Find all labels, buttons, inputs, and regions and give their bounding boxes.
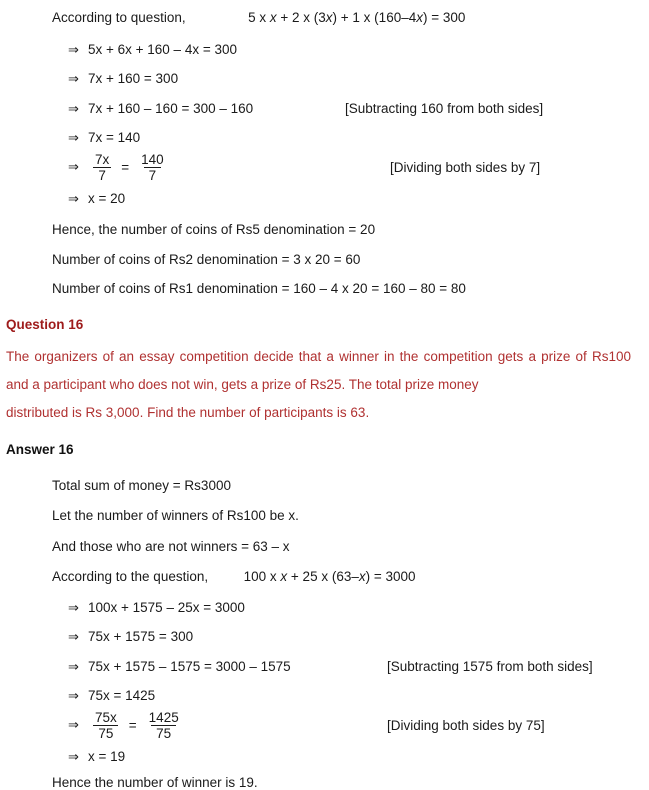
answer-15-step-body: 7x + 160 = 300 bbox=[88, 71, 179, 86]
answer-15-step bbox=[0, 72, 649, 86]
implies-icon: ⇒ bbox=[68, 190, 79, 206]
answer-15-step-body: 7x = 140 bbox=[88, 130, 141, 145]
answer-16-intro-label: According to the question, bbox=[52, 569, 209, 585]
answer-15-conclusion: Hence, the number of coins of Rs5 denomination = 20 bbox=[52, 222, 376, 238]
fraction-denominator: 7 bbox=[144, 167, 162, 183]
implies-icon: ⇒ bbox=[68, 688, 79, 704]
implies-icon: ⇒ bbox=[68, 159, 79, 175]
fraction-denominator: 75 bbox=[151, 725, 176, 741]
question-16-body-line-3: distributed is Rs 3,000. Find the number of participants is 63. bbox=[6, 405, 370, 421]
answer-15-final-step-body: x = 20 bbox=[88, 190, 126, 206]
answer-16-step bbox=[0, 630, 649, 644]
implies-icon: ⇒ bbox=[68, 658, 79, 674]
answer-16-intro-equation: 100 x x + 25 x (63–x) = 3000 bbox=[243, 569, 416, 585]
answer-16-heading: Answer 16 bbox=[6, 442, 74, 458]
answer-15-step-note: [Subtracting 160 from both sides] bbox=[345, 100, 544, 116]
question-16-heading: Question 16 bbox=[6, 316, 84, 332]
variable-x: x bbox=[358, 569, 366, 585]
fraction-numerator: 140 bbox=[141, 151, 164, 167]
answer-16-conclusion: Hence the number of winner is 19. bbox=[52, 775, 258, 790]
answer-16-intro-line bbox=[0, 570, 649, 584]
answer-16-statement: Let the number of winners of Rs100 be x. bbox=[52, 508, 299, 524]
question-16-body bbox=[0, 343, 637, 427]
fraction-denominator: 75 bbox=[93, 725, 118, 741]
fraction-numerator: 7x bbox=[95, 151, 110, 167]
answer-15-fraction-step bbox=[0, 152, 649, 183]
answer-15-intro-label: According to question, bbox=[52, 10, 186, 25]
answer-15-step bbox=[0, 43, 649, 57]
answer-16-statement: Total sum of money = Rs3000 bbox=[52, 477, 231, 493]
answer-16-step bbox=[0, 689, 649, 703]
implies-icon: ⇒ bbox=[68, 629, 79, 645]
answer-16-statement: And those who are not winners = 63 – x bbox=[52, 538, 290, 554]
answer-15-final-step bbox=[0, 192, 649, 206]
answer-15-section bbox=[0, 11, 649, 296]
fraction-left bbox=[90, 152, 114, 183]
answer-16-step-body: 75x + 1575 – 1575 = 3000 – 1575 bbox=[88, 658, 291, 674]
variable-x: x bbox=[280, 569, 288, 585]
question-16-section bbox=[0, 318, 649, 428]
fraction-numerator: 1425 bbox=[148, 709, 179, 725]
answer-16-step-body: 75x = 1425 bbox=[88, 688, 156, 704]
answer-16-step-body: 75x + 1575 = 300 bbox=[88, 629, 194, 645]
fraction-denominator: 7 bbox=[93, 167, 111, 183]
implies-icon: ⇒ bbox=[68, 41, 79, 57]
implies-icon: ⇒ bbox=[68, 599, 79, 615]
answer-16-final-step bbox=[0, 750, 649, 764]
answer-15-step-body: 7x + 160 – 160 = 300 – 160 bbox=[88, 100, 254, 116]
variable-x: x bbox=[325, 10, 333, 25]
answer-16-final-step-body: x = 19 bbox=[88, 748, 126, 764]
answer-15-intro-line bbox=[0, 11, 649, 25]
question-16-body-line-1: The organizers of an essay competition decide that a winner in the competition gets a prize of bbox=[6, 349, 587, 365]
answer-16-step-note: [Subtracting 1575 from both sides] bbox=[387, 658, 593, 674]
answer-16-fraction-note: [Dividing both sides by 75] bbox=[387, 717, 545, 733]
answer-16-section bbox=[0, 443, 649, 790]
implies-icon: ⇒ bbox=[68, 130, 79, 145]
answer-16-step bbox=[0, 660, 649, 674]
answer-15-intro-equation: 5 x x + 2 x (3x) + 1 x (160–4x) = 300 bbox=[248, 10, 466, 25]
answer-15-fraction-note: [Dividing both sides by 7] bbox=[390, 159, 541, 175]
answer-16-step bbox=[0, 601, 649, 615]
answer-16-step-body: 100x + 1575 – 25x = 3000 bbox=[88, 599, 245, 615]
document-page bbox=[0, 10, 649, 790]
variable-x: x bbox=[269, 10, 277, 25]
equals-sign: = bbox=[128, 717, 137, 733]
fraction-left bbox=[90, 710, 122, 741]
implies-icon: ⇒ bbox=[68, 71, 79, 86]
variable-x: x bbox=[416, 10, 423, 25]
fraction-numerator: 75x bbox=[95, 709, 117, 725]
fraction-right bbox=[144, 710, 184, 741]
answer-15-conclusion: Number of coins of Rs1 denomination = 160 – 4 x 20 = 160 – 80 = 80 bbox=[52, 281, 466, 297]
implies-icon: ⇒ bbox=[68, 717, 79, 733]
implies-icon: ⇒ bbox=[68, 100, 79, 116]
question-16-body-line-2: Rs100 and a participant who does not win, gets a prize of Rs25. The total prize money bbox=[6, 349, 631, 393]
answer-15-step bbox=[0, 131, 649, 145]
answer-15-conclusion: Number of coins of Rs2 denomination = 3 x 20 = 60 bbox=[52, 251, 361, 267]
implies-icon: ⇒ bbox=[68, 748, 79, 764]
answer-16-fraction-step bbox=[0, 710, 649, 741]
equals-sign: = bbox=[121, 159, 130, 175]
answer-15-step-body: 5x + 6x + 160 – 4x = 300 bbox=[88, 41, 237, 57]
answer-15-step bbox=[0, 102, 649, 116]
fraction-right bbox=[136, 152, 169, 183]
